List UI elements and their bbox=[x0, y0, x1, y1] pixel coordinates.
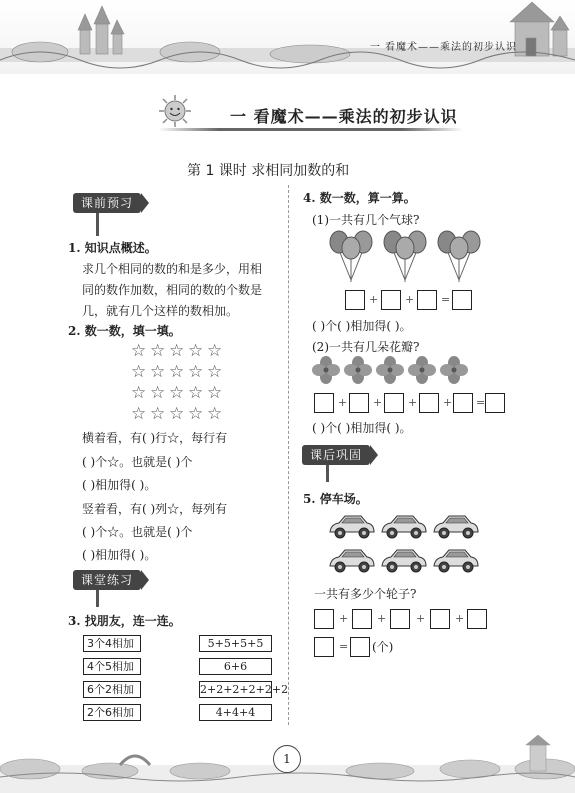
star-icon: ☆ bbox=[150, 362, 166, 382]
chapter-title: 一 看魔术——乘法的初步认识 bbox=[230, 107, 458, 126]
q2-fill-line: 竖着看，有( )列☆，每列有 bbox=[82, 502, 228, 516]
page-number: 1 bbox=[273, 745, 301, 773]
star-icon: ☆ bbox=[169, 383, 185, 403]
plus-sign: + bbox=[369, 293, 379, 306]
car-icon bbox=[327, 546, 377, 576]
answer-box[interactable] bbox=[314, 393, 334, 413]
plus-sign: + bbox=[338, 396, 348, 409]
sign-stake bbox=[96, 210, 99, 236]
equals-sign: = bbox=[476, 396, 486, 409]
q4-part2-fill: ( )个( )相加得( )。 bbox=[312, 421, 412, 435]
car-icon bbox=[379, 512, 429, 542]
q2-fill-line: ( )相加得( )。 bbox=[82, 478, 157, 492]
plus-sign: + bbox=[373, 396, 383, 409]
equals-sign: = bbox=[339, 640, 349, 653]
star-icon: ☆ bbox=[150, 383, 166, 403]
plus-sign: + bbox=[455, 612, 465, 625]
answer-box[interactable] bbox=[345, 290, 365, 310]
q4-part1-fill: ( )个( )相加得( )。 bbox=[312, 319, 412, 333]
car-icon bbox=[431, 512, 481, 542]
match-left-item[interactable]: 6个2相加 bbox=[83, 681, 141, 698]
q3-title: 3. 找朋友，连一连。 bbox=[68, 614, 181, 628]
q2-fill-line: 横着看，有( )行☆，每行有 bbox=[82, 431, 228, 445]
star-icon: ☆ bbox=[131, 383, 147, 403]
answer-box[interactable] bbox=[384, 393, 404, 413]
car-icon bbox=[431, 546, 481, 576]
q4-part1: (1)一共有几个气球? bbox=[312, 213, 420, 227]
header-castle-decoration bbox=[0, 0, 575, 74]
q1-title: 1. 知识点概述。 bbox=[68, 241, 157, 255]
answer-box[interactable] bbox=[381, 290, 401, 310]
match-right-item[interactable]: 6+6 bbox=[199, 658, 272, 675]
q1-line: 几，就有几个这样的数相加。 bbox=[82, 304, 239, 318]
plus-sign: + bbox=[408, 396, 418, 409]
lesson-title: 第 1 课时 求相同加数的和 bbox=[187, 163, 350, 179]
plus-sign: + bbox=[443, 396, 453, 409]
q5-unit: (个) bbox=[372, 640, 394, 654]
plus-sign: + bbox=[339, 612, 349, 625]
answer-box[interactable] bbox=[417, 290, 437, 310]
chapter-underline bbox=[158, 128, 463, 131]
answer-box[interactable] bbox=[430, 609, 450, 629]
star-icon: ☆ bbox=[188, 362, 204, 382]
star-icon: ☆ bbox=[131, 362, 147, 382]
answer-box[interactable] bbox=[314, 609, 334, 629]
plus-sign: + bbox=[377, 612, 387, 625]
star-icon: ☆ bbox=[169, 362, 185, 382]
star-icon: ☆ bbox=[150, 404, 166, 424]
answer-box[interactable] bbox=[390, 609, 410, 629]
star-icon: ☆ bbox=[150, 341, 166, 361]
answer-box[interactable] bbox=[350, 637, 370, 657]
section-tag-preview: 课前预习 bbox=[73, 193, 141, 213]
star-icon: ☆ bbox=[169, 404, 185, 424]
answer-box[interactable] bbox=[349, 393, 369, 413]
section-tag-practice: 课堂练习 bbox=[73, 570, 141, 590]
sign-stake bbox=[326, 462, 329, 482]
equals-sign: = bbox=[441, 293, 451, 306]
match-left-item[interactable]: 4个5相加 bbox=[83, 658, 141, 675]
section-tag-review: 课后巩固 bbox=[302, 445, 370, 465]
plus-sign: + bbox=[405, 293, 415, 306]
answer-box[interactable] bbox=[419, 393, 439, 413]
match-right-item[interactable]: 2+2+2+2+2+2 bbox=[200, 683, 289, 696]
answer-box[interactable] bbox=[453, 393, 473, 413]
match-right-item[interactable]: 5+5+5+5 bbox=[199, 635, 272, 652]
match-right-item[interactable]: 4+4+4 bbox=[199, 704, 272, 721]
star-icon: ☆ bbox=[169, 341, 185, 361]
q4-part2: (2)一共有几朵花瓣? bbox=[312, 340, 420, 354]
running-header-title: 一 看魔术——乘法的初步认识 bbox=[369, 42, 517, 53]
q5-question: 一共有多少个轮子? bbox=[314, 587, 417, 601]
q2-title: 2. 数一数，填一填。 bbox=[68, 324, 181, 338]
star-icon: ☆ bbox=[131, 404, 147, 424]
q2-fill-line: ( )个☆。也就是( )个 bbox=[82, 525, 193, 539]
answer-box[interactable] bbox=[352, 609, 372, 629]
column-divider bbox=[288, 185, 289, 725]
q2-fill-line: ( )个☆。也就是( )个 bbox=[82, 455, 193, 469]
q4-title: 4. 数一数，算一算。 bbox=[303, 191, 416, 205]
answer-box[interactable] bbox=[452, 290, 472, 310]
star-icon: ☆ bbox=[188, 383, 204, 403]
match-left-item[interactable]: 2个6相加 bbox=[83, 704, 141, 721]
star-icon: ☆ bbox=[207, 404, 223, 424]
star-icon: ☆ bbox=[188, 341, 204, 361]
star-icon: ☆ bbox=[188, 404, 204, 424]
answer-box[interactable] bbox=[314, 637, 334, 657]
q5-title: 5. 停车场。 bbox=[303, 492, 368, 506]
plus-sign: + bbox=[416, 612, 426, 625]
star-icon: ☆ bbox=[207, 362, 223, 382]
match-left-item[interactable]: 3个4相加 bbox=[83, 635, 141, 652]
answer-box[interactable] bbox=[467, 609, 487, 629]
q1-line: 同的数作加数，相同的数的个数是 bbox=[82, 283, 263, 297]
car-icon bbox=[379, 546, 429, 576]
q1-line: 求几个相同的数的和是多少，用相 bbox=[82, 262, 263, 276]
star-icon: ☆ bbox=[207, 341, 223, 361]
car-icon bbox=[327, 512, 377, 542]
star-icon: ☆ bbox=[207, 383, 223, 403]
star-icon: ☆ bbox=[131, 341, 147, 361]
sun-icon bbox=[158, 94, 192, 128]
answer-box[interactable] bbox=[485, 393, 505, 413]
balloon-group-icons bbox=[325, 228, 485, 284]
clover-flower-icons bbox=[312, 355, 472, 387]
q2-fill-line: ( )相加得( )。 bbox=[82, 548, 157, 562]
